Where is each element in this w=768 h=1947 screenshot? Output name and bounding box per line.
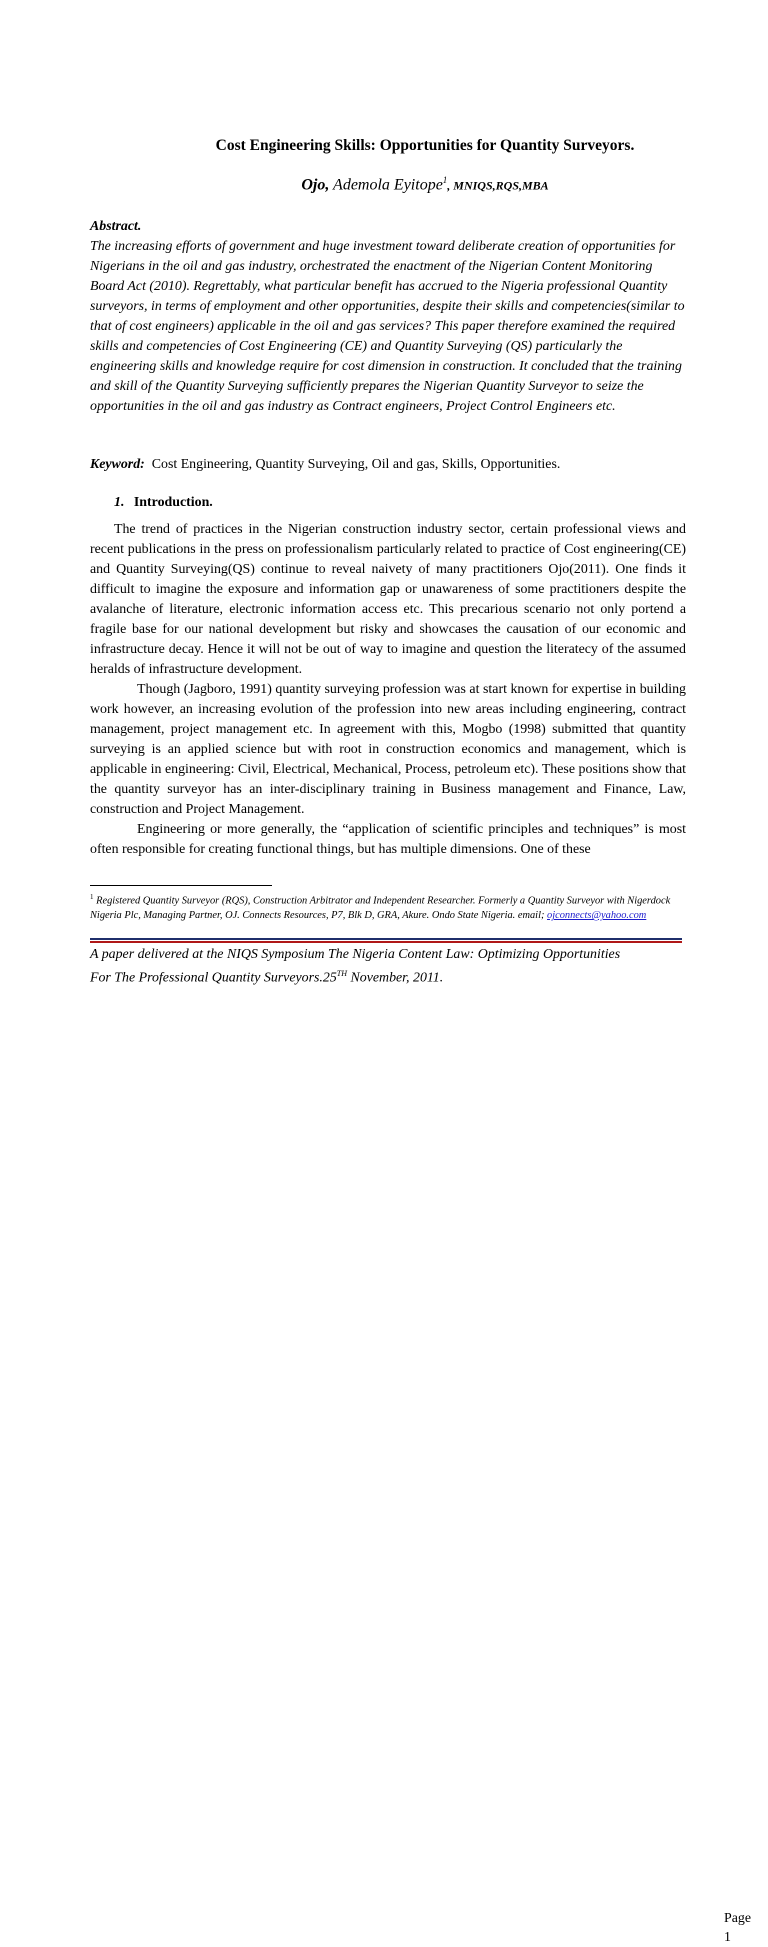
paper-title: Cost Engineering Skills: Opportunities for Quantity Surveyors. [215,137,635,154]
footnote-email-link[interactable]: ojconnects@yahoo.com [547,910,647,922]
footer-line-2-text: For The Professional Quantity Surveyors.25 [90,970,337,986]
author-credentials: , MNIQS,RQS,MBA [447,178,549,193]
keyword-text: Cost Engineering, Quantity Surveying, Oil and gas, Skills, Opportunities. [151,457,561,472]
section-heading [114,495,213,511]
author-footnote-mark: 1 [442,175,448,185]
author-surname: Ojo, [301,176,330,194]
keywords [90,455,690,475]
abstract-text: The increasing efforts of government and huge investment toward deliberate creation of opportunities for Nigerians in the oil and gas industry, orchestrated the enactment of the Nigerian Content Monitoring Board Act (2010). Regrettably, what particular benefit has accrued to the Nigeria professional Quantity surveyors, in terms of employment and other opportunities, despite their skills and competencies(similar to that of cost engineers) applicable in the oil and gas services? This paper therefore examined the required skills and competencies of Cost Engineering (CE) and Quantity Surveying (QS) particularly the engineering skills and knowledge require for cost dimension in construction. It concluded that the training and skill of the Quantity Surveying sufficiently prepares the Nigerian Quantity Surveyor to seize the opportunities in the oil and gas industry as Contract engineers, Project Control Engineers etc. [90,239,685,414]
footnote-text: Registered Quantity Surveyor (RQS), Construction Arbitrator and Independent Researcher. Formerly a Quantity Surveyor with Nigerdock Nigeria Plc, Managing Partner, OJ. Connects Resources, P7, Blk D, GRA, Akure. Ondo State Nigeria. email; [90,895,671,922]
footer-date: November, 2011. [347,970,444,986]
abstract [90,217,686,417]
paragraph: Though (Jagboro, 1991) quantity surveying profession was at start known for expertise in building work however, an increasing evolution of the profession into new areas including engineering, contract management, project management etc. In agreement with this, Mogbo (1998) submitted that quantity surveying is an applied science but with root in construction economics and management, which is applicable in engineering: Civil, Electrical, Mechanical, Process, petroleum etc). These positions show that the quantity surveyor has an inter-disciplinary training in Business management and Finance, Law, construction and Project Management. [90,682,686,817]
footnote [90,890,680,923]
page-footer [90,945,752,1945]
body-text [90,520,686,860]
abstract-heading: Abstract. [90,219,142,234]
footnote-mark: 1 [90,893,94,901]
author-line [90,175,760,194]
section-title: Introduction. [133,495,213,510]
paragraph: Engineering or more generally, the “application of scientific principles and techniques” is most often responsible for creating functional things, but has multiple dimensions. One of these [90,822,686,857]
section-number: 1. [114,495,125,510]
footnote-separator [90,885,272,886]
page-number: Page 1 [724,1911,752,1945]
footer-ordinal: TH [336,969,348,978]
footer-line-2 [90,964,682,988]
keyword-label: Keyword: [90,457,145,472]
footer-line-1: A paper delivered at the NIQS Symposium The Nigeria Content Law: Optimizing Opportunities [90,947,621,962]
footer-rule-blue [90,938,682,940]
paragraph: The trend of practices in the Nigerian construction industry sector, certain professional views and recent publications in the press on professionalism particularly related to practice of Cost engineering(CE) and Quantity Surveying(QS) continue to reveal naivety of many practitioners Ojo(2011). One finds it difficult to imagine the exposure and information gap or unawareness of some practitioners despite the avalanche of literature, electronic information access etc. This precarious scenario not only portend a fragile base for our national development but risky and showcases the causation of our economic and infrastructure decay. Hence it will not be out of way to imagine and question the literatecy of the assumed heralds of infrastructure development. [90,522,686,677]
footer-rule-red [90,941,682,943]
author-given-name: Ademola Eyitope [333,176,443,194]
